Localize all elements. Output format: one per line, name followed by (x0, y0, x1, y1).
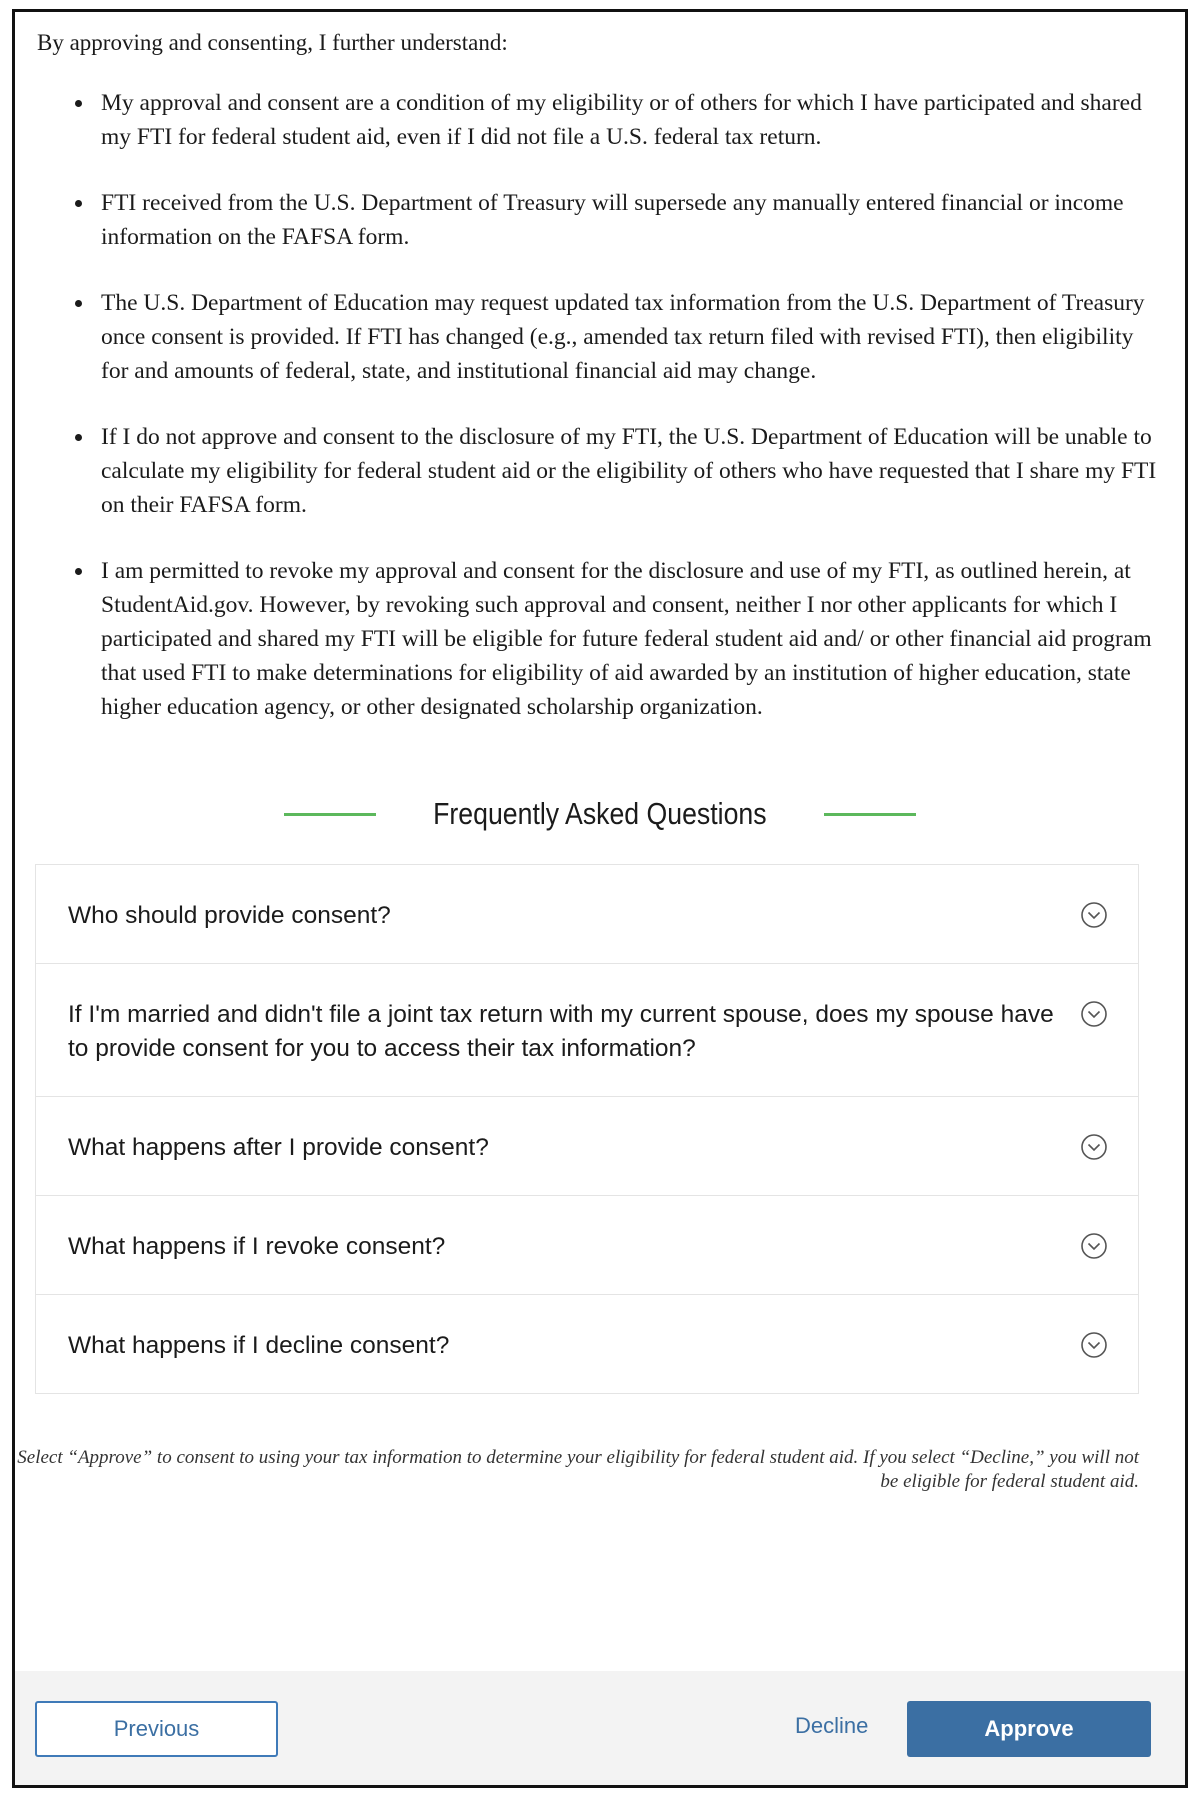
chevron-down-circle-icon[interactable] (1080, 1000, 1108, 1028)
approval-instructions: Select “Approve” to consent to using your tax information to determine your eligibility for federal student aid. If you select “Decline,” you will not be eligible for federal student aid. (17, 1447, 1139, 1492)
faq-item-revoke-consent[interactable] (36, 1195, 1138, 1294)
chevron-down-circle-icon[interactable] (1080, 1232, 1108, 1260)
consent-panel (12, 9, 1188, 1788)
approve-button[interactable]: Approve (907, 1701, 1151, 1757)
faq-item-who-should-consent[interactable] (36, 865, 1138, 963)
chevron-down-circle-icon[interactable] (1080, 1331, 1108, 1359)
faq-heading (15, 794, 1185, 834)
chevron-down-circle-icon[interactable] (1080, 901, 1108, 929)
faq-question: What happens if I decline consent? (68, 1332, 450, 1359)
previous-button[interactable]: Previous (35, 1701, 278, 1757)
faq-question: Who should provide consent? (68, 902, 391, 929)
action-footer (15, 1671, 1185, 1785)
faq-accordion (35, 864, 1139, 1394)
consent-term: • My approval and consent are a condition of my eligibility or of others for which I have participated and shared my FTI for federal student aid, even if I did not file a U.S. federal tax return. (95, 86, 1163, 154)
faq-question: What happens if I revoke consent? (68, 1233, 446, 1260)
consent-term: • If I do not approve and consent to the disclosure of my FTI, the U.S. Department of Education will be unable to calculate my eligibility for federal student aid or the eligibility of others who have requested that I share my FTI on their FAFSA form. (95, 420, 1163, 522)
faq-heading-left-rule (284, 813, 376, 816)
faq-title: Frequently Asked Questions (433, 796, 767, 831)
consent-term: • The U.S. Department of Education may request updated tax information from the U.S. Department of Treasury once consent is provided. If FTI has changed (e.g., amended tax return filed with revised FTI), then eligibility for and amounts of federal, state, and institutional financial aid may change. (95, 286, 1163, 388)
faq-heading-right-rule (824, 813, 916, 816)
consent-section (15, 12, 1185, 724)
faq-item-after-consent[interactable] (36, 1096, 1138, 1195)
consent-term: • I am permitted to revoke my approval and consent for the disclosure and use of my FTI, as outlined herein, at StudentAid.gov. However, by revoking such approval and consent, neither I nor other applicants for which I participated and shared my FTI will be eligible for future federal student aid and/ or other financial aid program that used FTI to make determinations for eligibility of aid awarded by an institution of higher education, state higher education agency, or other designated scholarship organization. (95, 554, 1163, 724)
faq-item-decline-consent[interactable] (36, 1294, 1138, 1393)
faq-question: What happens after I provide consent? (68, 1134, 489, 1161)
consent-term: • FTI received from the U.S. Department of Treasury will supersede any manually entered financial or income information on the FAFSA form. (95, 186, 1163, 254)
chevron-down-circle-icon[interactable] (1080, 1133, 1108, 1161)
consent-intro: By approving and consenting, I further understand: (37, 30, 508, 55)
consent-terms-list (37, 86, 1163, 724)
faq-question: If I'm married and didn't file a joint tax return with my current spouse, does my spouse have to provide consent for you to access their tax information? (68, 1001, 1054, 1062)
decline-button[interactable]: Decline (795, 1713, 869, 1738)
faq-item-married-spouse[interactable] (36, 963, 1138, 1096)
